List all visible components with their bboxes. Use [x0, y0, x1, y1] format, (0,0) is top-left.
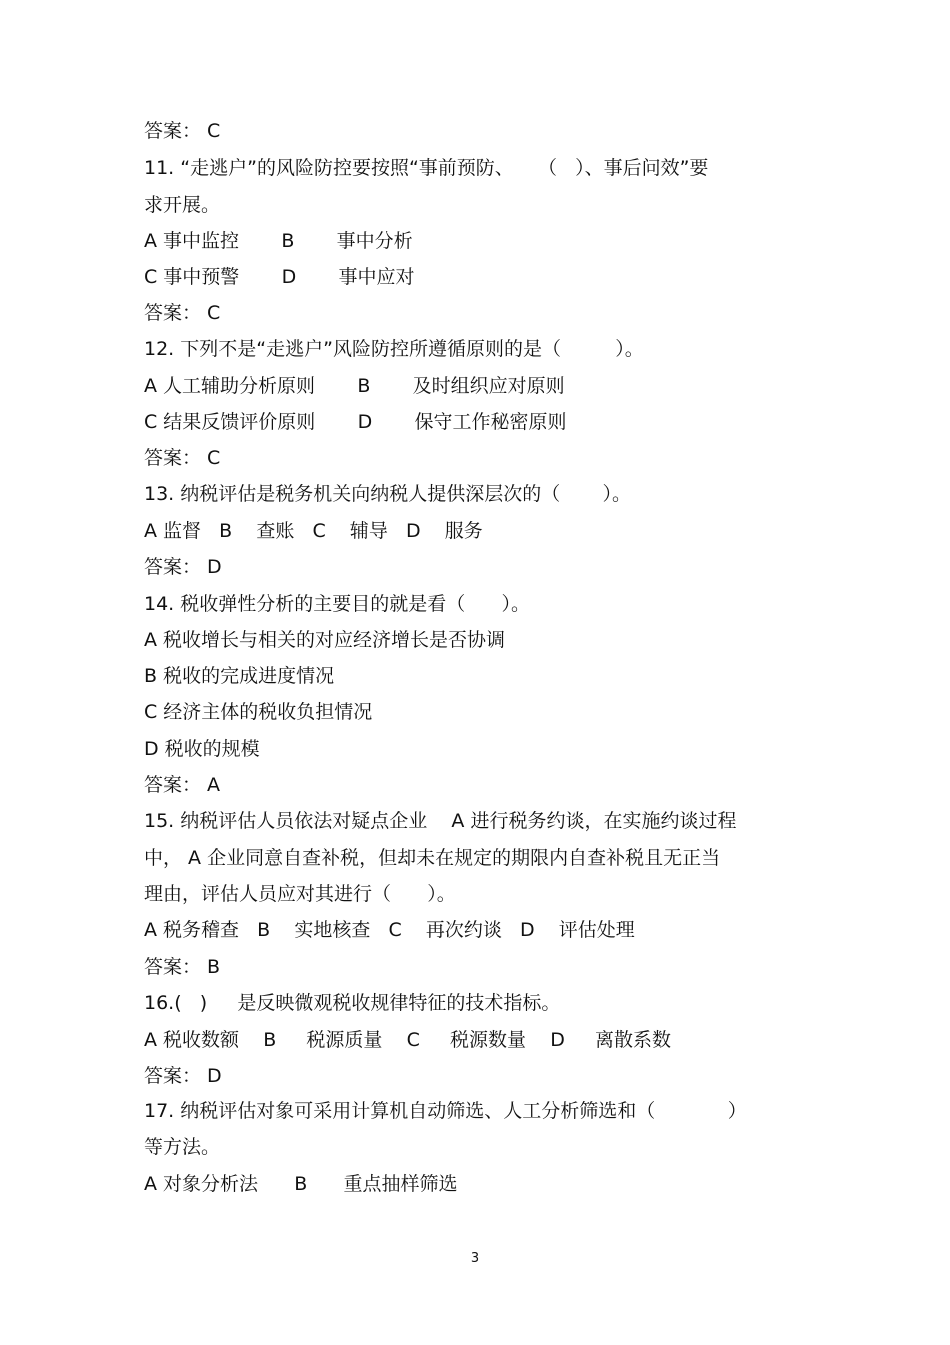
question-15-line-2: 中， A 企业同意自查补税，但却未在规定的期限内自查补税且无正当 [144, 847, 721, 869]
question-11-options-ab: A 事中监控 B 事中分析 [144, 230, 413, 252]
answer-line: 答案： D [144, 1065, 222, 1087]
answer-line: 答案： C [144, 302, 221, 324]
page-number: 3 [470, 1251, 480, 1266]
question-12-line: 12. 下列不是“走逃户”风险防控所遵循原则的是（ ）。 [144, 338, 644, 360]
question-14-option-b: B 税收的完成进度情况 [144, 665, 335, 687]
question-13-line: 13. 纳税评估是税务机关向纳税人提供深层次的（ ）。 [144, 483, 632, 505]
answer-line: 答案： D [144, 556, 222, 578]
question-16-line: 16.( ) 是反映微观税收规律特征的技术指标。 [144, 992, 561, 1014]
question-13-options: A 监督 B 查账 C 辅导 D 服务 [144, 520, 483, 542]
question-14-option-d: D 税收的规模 [144, 738, 260, 760]
answer-line: 答案： C [144, 447, 221, 469]
question-14-option-a: A 税收增长与相关的对应经济增长是否协调 [144, 629, 506, 651]
question-15-line-3: 理由，评估人员应对其进行（ ）。 [144, 883, 456, 905]
answer-line: 答案： C [144, 120, 221, 142]
answer-line: 答案： B [144, 956, 221, 978]
question-15-line-1: 15. 纳税评估人员依法对疑点企业 A 进行税务约谈，在实施约谈过程 [144, 810, 737, 832]
question-11-options-cd: C 事中预警 D 事中应对 [144, 266, 415, 288]
question-17-options-ab: A 对象分析法 B 重点抽样筛选 [144, 1173, 458, 1195]
question-15-options: A 税务稽查 B 实地核查 C 再次约谈 D 评估处理 [144, 919, 635, 941]
question-11-line-2: 求开展。 [144, 194, 221, 216]
question-14-option-c: C 经济主体的税收负担情况 [144, 701, 373, 723]
question-17-line-1: 17. 纳税评估对象可采用计算机自动筛选、人工分析筛选和（ ） [144, 1100, 747, 1122]
question-12-options-ab: A 人工辅助分析原则 B 及时组织应对原则 [144, 375, 565, 397]
question-12-options-cd: C 结果反馈评价原则 D 保守工作秘密原则 [144, 411, 567, 433]
answer-line: 答案： A [144, 774, 221, 796]
question-17-line-2: 等方法。 [144, 1136, 221, 1158]
question-14-line: 14. 税收弹性分析的主要目的就是看（ ）。 [144, 593, 530, 615]
question-16-options: A 税收数额 B 税源质量 C 税源数量 D 离散系数 [144, 1029, 672, 1051]
question-11-line-1: 11. “走逃户”的风险防控要按照“事前预防、 （ ）、事后问效”要 [144, 157, 709, 179]
